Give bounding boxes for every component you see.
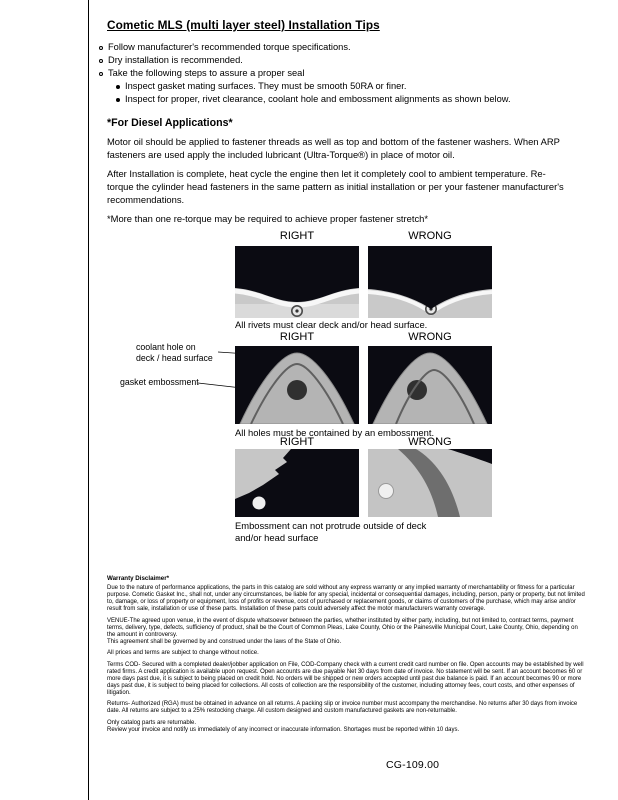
catalog-returnable-paragraph	[107, 720, 585, 734]
diesel-paragraph-1: Motor oil should be applied to fastener threads as well as top and bottom of the fastener washers. When ARP fasteners are used apply the included lubricant (Ultra-Torque®) in place of motor oil.	[107, 136, 560, 160]
page-number: CG-109.00	[386, 759, 440, 771]
wrong-label: WRONG	[408, 331, 452, 343]
tip-text: Dry installation is recommended.	[108, 55, 243, 65]
venue-governed-text: This agreement shall be governed by and construed under the laws of the State of Ohio.	[107, 638, 342, 645]
diesel-heading: *For Diesel Applications*	[107, 117, 233, 129]
terms-paragraph: Terms COD- Secured with a completed dealer/jobber application on File, COD-Company check with a current credit card number on file. Open accounts may be established by well rated firms. A credit application is available upon request. Open accounts are due payable Net 30 days from date of invoice. No statement will be sent. If an account becomes 60 or more days past due, it is subject to being placed on credit hold. No orders will be shipped or new orders accepted until past due balance is paid. If an account becomes 90 or more days past due, it is subject to being placed for collections. All costs of collection are the responsibility of the customer, including attorney fees, court costs, and other expenses of litigation.	[107, 661, 584, 696]
diagram-hole-wrong	[368, 346, 492, 424]
hole-right-image	[235, 346, 359, 424]
warranty-paragraph: Due to the nature of performance applications, the parts in this catalog are sold without any express warranty or any implied warranty of merchantability or fitness for a particular purpose. Cometic Gasket Inc., shall not, under any circumstances, be liable for any special, incidental or consequential damages, including, person, party or property, but not limited to, damage, or loss of property or equipment, loss of profits or revenue, cost of purchased or replacement goods, or claims of customers of the purchase, which may arise and/or result from sale, installation or use of these parts. Installation of these parts could adversely affect the motor manufacturers warranty coverage.	[107, 585, 585, 612]
diesel-paragraph-2: After Installation is complete, heat cycle the engine then let it completely cool to ambient temperature. Re-torque the cylinder head fasteners in the same pattern as initial installation or per your fastener manufacturer's recommendations.	[107, 168, 564, 205]
page-title: Cometic MLS (multi layer steel) Installation Tips	[107, 18, 380, 32]
gasket-embossment-label: gasket embossment	[120, 377, 199, 387]
rivet-caption: All rivets must clear deck and/or head surface.	[235, 319, 428, 330]
tip-text: Take the following steps to assure a proper seal	[108, 68, 305, 78]
diagram-protrude-right	[235, 449, 359, 517]
right-label: RIGHT	[279, 436, 315, 448]
diagram-rivet-wrong	[368, 246, 492, 318]
list-item	[116, 80, 585, 93]
wrong-label: WRONG	[408, 230, 452, 242]
catalog-returnable-text: Only catalog parts are returnable.	[107, 719, 197, 726]
hole-wrong-image	[368, 346, 492, 424]
open-bullet-icon	[99, 72, 103, 76]
coolant-hole-label: coolant hole on deck / head surface	[136, 342, 213, 363]
list-item	[116, 93, 585, 106]
diagram-rivet-right	[235, 246, 359, 318]
list-item	[99, 41, 585, 54]
protrude-wrong-image	[368, 449, 492, 517]
open-bullet-icon	[99, 59, 103, 63]
tip-text: Inspect gasket mating surfaces. They must be smooth 50RA or finer.	[125, 81, 407, 91]
venue-text: VENUE-The agreed upon venue, in the event of dispute whatsoever between the parties, whether instituted by either party, including, but not limited to, contract terms, payment terms, delivery, type, defects, sufficiency of product, shall be the Court of Common Pleas, Lake County, Ohio or the Painesville Municipal Court, Lake County, Ohio, depending on the amount in controversy.	[107, 617, 578, 638]
diagram-hole-right	[235, 346, 359, 424]
right-label: RIGHT	[279, 230, 315, 242]
retorque-note: *More than one re-torque may be required to achieve proper fastener stretch*	[107, 213, 429, 224]
tip-text: Inspect for proper, rivet clearance, coolant hole and embossment alignments as shown below.	[125, 94, 511, 104]
list-item	[99, 54, 585, 67]
list-item	[99, 67, 585, 80]
warranty-heading: Warranty Disclaimer*	[107, 575, 170, 582]
rivet-right-image	[235, 246, 359, 318]
installation-tips-list	[99, 41, 585, 106]
page-left-rule	[88, 0, 89, 800]
prices-paragraph: All prices and terms are subject to change without notice.	[107, 650, 259, 656]
tip-text: Follow manufacturer's recommended torque specifications.	[108, 42, 351, 52]
protrude-right-image	[235, 449, 359, 517]
protrude-caption: Embossment can not protrude outside of deck and/or head surface	[235, 520, 427, 543]
right-label: RIGHT	[279, 331, 315, 343]
review-invoice-text: Review your invoice and notify us immediately of any incorrect or inaccurate information. Shortages must be reported within 10 days.	[107, 726, 460, 733]
returns-paragraph: Returns- Authorized (RGA) must be obtained in advance on all returns. A packing slip or invoice number must accompany the merchandise. No returns after 30 days from invoice date. All returns are subject to a 25% restocking charge. All custom designed and custom manufactured gaskets are non-returnable.	[107, 701, 578, 714]
venue-paragraph	[107, 618, 585, 646]
filled-bullet-icon	[116, 98, 120, 102]
filled-bullet-icon	[116, 85, 120, 89]
hole-caption: All holes must be contained by an embossment.	[235, 427, 435, 438]
open-bullet-icon	[99, 46, 103, 50]
diagram-protrude-wrong	[368, 449, 492, 517]
wrong-label: WRONG	[408, 436, 452, 448]
legal-text-block	[107, 575, 585, 738]
rivet-wrong-image	[368, 246, 492, 318]
